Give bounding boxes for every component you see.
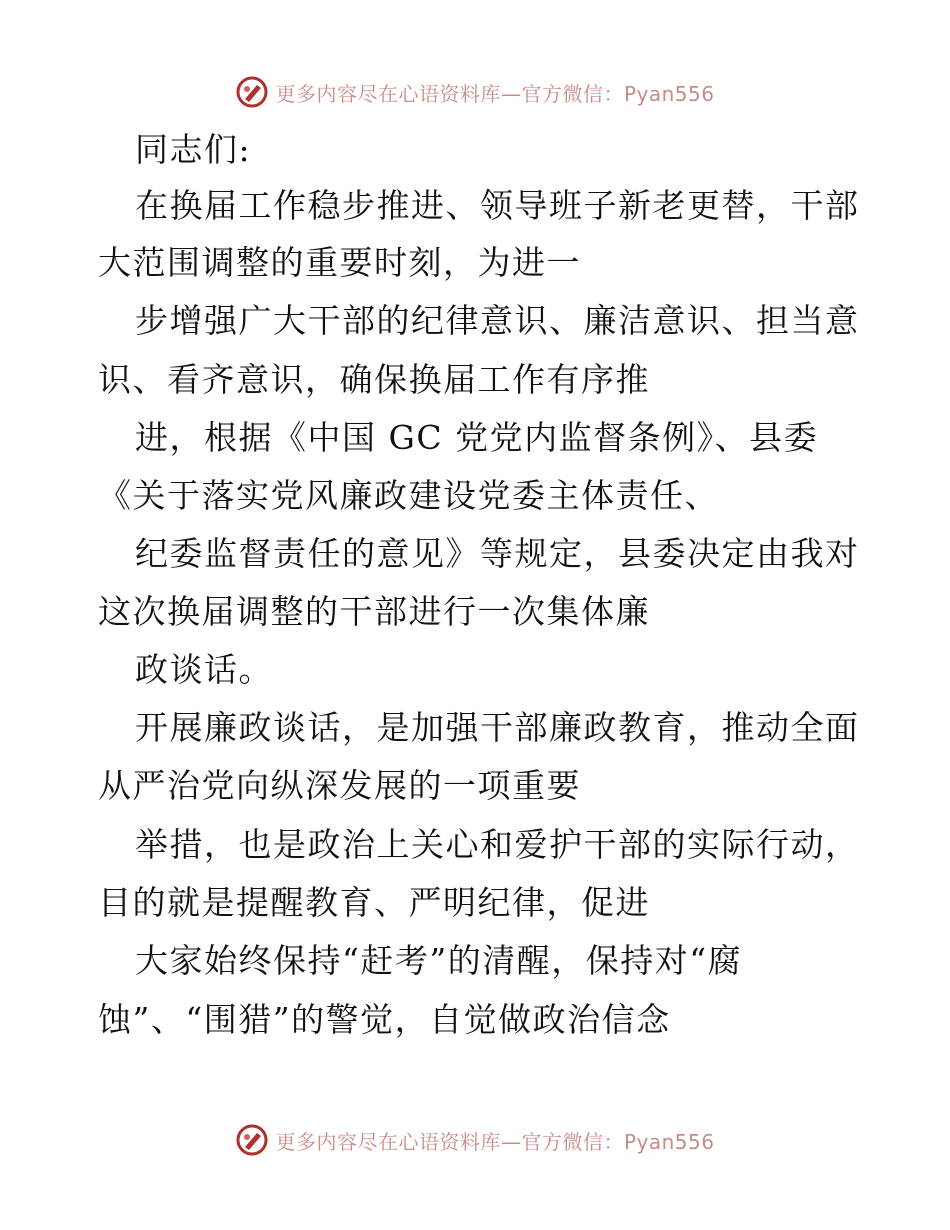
paragraph-line: 开展廉政谈话，是加强干部廉政教育，推动全面 — [135, 708, 860, 747]
paragraph-line: 政谈话。 — [135, 650, 273, 689]
paragraph-line: 步增强广大干部的纪律意识、廉洁意识、担当意 — [135, 301, 860, 340]
paragraph-line: 蚀”、“围猎”的警觉，自觉做政治信念 — [98, 1000, 671, 1039]
paragraph-line: 同志们: — [135, 130, 252, 169]
paragraph-line: 目的就是提醒教育、严明纪律，促进 — [98, 883, 650, 922]
pen-logo-icon — [235, 75, 269, 109]
paragraph-line: 识、看齐意识，确保换届工作有序推 — [98, 360, 650, 399]
paragraph-line: 在换届工作稳步推进、领导班子新老更替，干部 — [135, 186, 860, 225]
paragraph-line: 举措，也是政治上关心和爱护干部的实际行动， — [135, 825, 860, 864]
paragraph-line: 进，根据《中国 GC 党党内监督条例》、县委 — [135, 418, 819, 457]
paragraph-line: 从严治党向纵深发展的一项重要 — [98, 766, 581, 805]
watermark-header — [0, 72, 950, 112]
paragraph-line: 纪委监督责任的意见》等规定，县委决定由我对 — [135, 534, 860, 573]
paragraph-line: 《关于落实党风廉政建设党委主体责任、 — [98, 476, 719, 515]
watermark-text: 更多内容尽在心语资料库—官方微信：Pyan556 — [275, 81, 715, 106]
watermark-text: 更多内容尽在心语资料库—官方微信：Pyan556 — [275, 1129, 715, 1154]
paragraph-line: 大家始终保持“赶考”的清醒，保持对“腐 — [135, 941, 743, 980]
paragraph-line: 大范围调整的重要时刻，为进一 — [98, 243, 581, 282]
pen-logo-icon — [235, 1123, 269, 1157]
watermark-footer — [0, 1120, 950, 1160]
paragraph-line: 这次换届调整的干部进行一次集体廉 — [98, 592, 650, 631]
